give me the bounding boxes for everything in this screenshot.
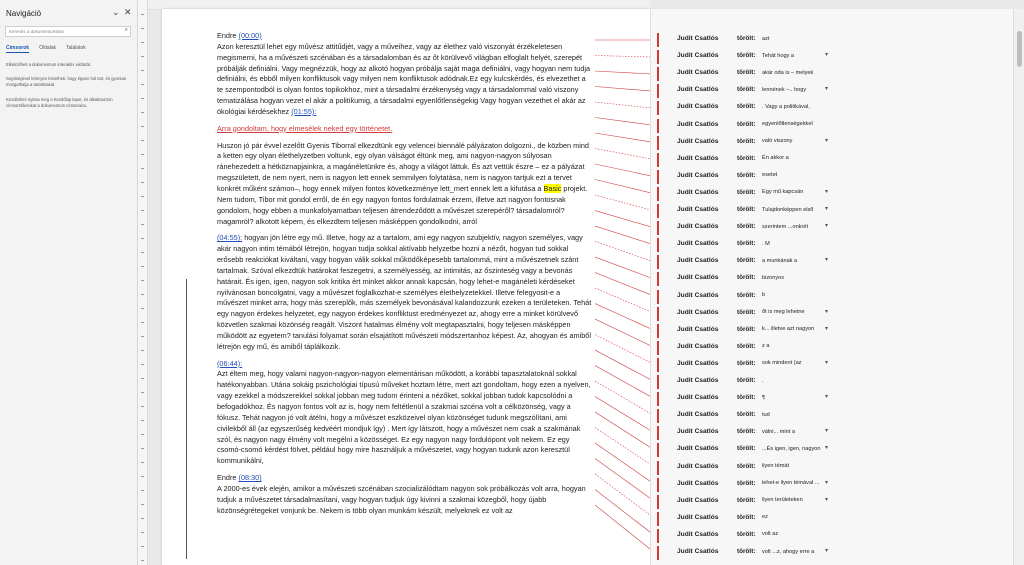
revision-author: Judit Csatlós	[677, 188, 719, 196]
tab-pages[interactable]: Oldalak	[39, 45, 57, 51]
ruler-tick	[141, 14, 144, 15]
timestamp-link[interactable]: (01:55):	[291, 106, 317, 116]
connector-line	[595, 87, 655, 92]
chevron-down-icon[interactable]: ⌄	[112, 7, 120, 17]
revision-balloon[interactable]	[651, 426, 1024, 442]
revision-bar	[657, 512, 659, 526]
revision-bar	[657, 529, 659, 543]
ruler-tick	[141, 126, 144, 127]
revision-type: törölt:	[737, 120, 756, 128]
revision-type: törölt:	[737, 342, 756, 350]
revision-text: őt is meg lehetne	[762, 309, 805, 316]
timestamp-link[interactable]: (00:00)	[238, 31, 262, 40]
revision-text: lehet-e ilyen témával ...	[762, 480, 820, 487]
connector-line	[595, 149, 655, 160]
ruler-tick	[141, 322, 144, 323]
revision-bar	[657, 101, 659, 115]
revision-text: Tulajdonképpen első	[762, 206, 814, 213]
search-icon[interactable]: ⌕	[124, 27, 128, 33]
revision-bar	[657, 290, 659, 304]
revision-author: Judit Csatlós	[677, 548, 719, 555]
revision-author: Judit Csatlós	[677, 52, 719, 60]
paragraph-3	[217, 141, 592, 228]
connector-line	[595, 195, 655, 211]
revision-text: k... illetve azt nagyon	[762, 326, 815, 333]
revision-author: Judit Csatlós	[677, 240, 719, 248]
paragraph-text: Azt éltem meg, hogy valami nagyon-nagyon-nagyon elementárisan működött, a korábbi tapasztalatoknál sokkal hatékonyabban. Utána sokáig pszichológiai típusú műveket hoztam létre, mert azt gondoltam, hogy ezen a nyelven, vagy ezekkel a módszerekkel sokkal jobban meg tudom érinteni a nézőket, sokkal jobban tudok kapcsolódni a befogadókhoz. És nagyon fontos volt az is, hogy nem feltétlenül a szakmai szcéna volt a célközönség, vagy a fókusz. Tehát nagyon jó volt átélni, hogy a művészet eszközeivel olyan közönséget tudunk megszólítani, ami civilekből áll (az egyszerűség kedvéért mondjuk így) . Mert így látszott, hogy a művészet nem csak a szakmának szól, és nagyon nagy élmény volt megélni a közösséget. Ez egy nagyon nagy fordulópont volt nekem. Ez egy csomó-csomó kérdést fölvet, például hogy mire használjuk a művészetet, vagy hogyan tudunk azon keresztül kommunikálni,	[217, 369, 591, 466]
connector-line	[595, 335, 655, 365]
revision-balloon[interactable]	[651, 50, 1024, 66]
vertical-ruler[interactable]	[138, 0, 148, 565]
chevron-down-icon[interactable]: ▾	[825, 308, 829, 315]
revision-bar	[657, 426, 659, 440]
scrollbar-thumb[interactable]	[1017, 31, 1022, 67]
revision-text: ilyen témát	[762, 463, 790, 469]
revision-author: Judit Csatlós	[677, 223, 719, 231]
chevron-down-icon[interactable]: ▾	[825, 479, 829, 486]
ruler-tick	[141, 294, 144, 295]
chevron-down-icon[interactable]: ▾	[825, 325, 829, 332]
revision-text: bizonyos	[762, 274, 785, 281]
connector-line	[595, 443, 655, 485]
ruler-tick	[141, 378, 144, 379]
ruler-tick	[141, 56, 144, 57]
connector-line	[595, 56, 655, 58]
ruler-tick	[141, 210, 144, 211]
document-body[interactable]	[217, 31, 592, 522]
revision-balloon[interactable]	[651, 307, 1024, 323]
revision-type: törölt:	[737, 479, 756, 487]
revision-bar	[657, 358, 659, 372]
ruler-tick	[141, 28, 144, 29]
revision-balloon[interactable]	[651, 443, 1024, 459]
revision-author: Judit Csatlós	[677, 103, 719, 111]
ruler-tick	[141, 84, 144, 85]
revision-bar	[657, 375, 659, 389]
revision-type: törölt:	[737, 359, 756, 367]
ruler-tick	[141, 154, 144, 155]
revision-balloon[interactable]	[651, 529, 1024, 545]
revision-balloon[interactable]	[651, 255, 1024, 271]
revision-bar	[657, 324, 659, 338]
vertical-scrollbar[interactable]	[1013, 9, 1024, 565]
revision-author: Judit Csatlós	[677, 86, 719, 94]
paragraph-text: projekt. Nem tudom, Tibor mit gondol erről, de én egy nagyon fontos fordulatnak érzem, illetve azt nagyon fontosnak gondolom, hogy ebben a munkafolyamatban teljesen átrendeződött a művészet szerepéről? társadalomról? magamról? alkotott képem, és elkezdtem teljesen másképpen gondolkodni, arról	[217, 183, 588, 226]
revision-type: törölt:	[737, 496, 756, 504]
revision-type: törölt:	[737, 154, 756, 162]
revision-balloon[interactable]	[651, 187, 1024, 203]
revision-text: akár oda is – melyek	[762, 69, 814, 76]
revision-author: Judit Csatlós	[677, 394, 719, 402]
paragraph-text: Azon keresztül lehet egy művész attitűdjét, vagy a műveihez, vagy az élethez való viszonyát érzékeletesen megismerni, ha a művészeti szcénában és a társadalomban és az őt körülvevő világban elfoglalt helyét, szerepét próbálják definiálni. Vagy megnézzük, hogy az alkotó hogyan próbálja saját maga definiálni, vagy hogyan nem tudja definiálni, és ebből milyen konfliktusok vagy milyen nem konfliktusok adódnak.Ez egy kulcskérdés, és elvezethet a te szempontodból is olyan fontos topikokhoz, mint a társadalmi érzékenység vagy a társadalommal való viszony tematizálása hogyan vezet el akár a politikumig, a társadalmi egyenlőtlenségekig Vagy hogyan vezethet el akár az ökológiai kérdésekhez	[217, 41, 591, 116]
ruler-tick	[141, 196, 144, 197]
revision-text: való viszony	[762, 138, 793, 145]
revision-balloon[interactable]	[651, 221, 1024, 237]
revision-text: sok mindent (az	[762, 360, 802, 367]
ruler-tick	[141, 224, 144, 225]
revision-balloon[interactable]	[651, 101, 1024, 117]
revision-author: Judit Csatlós	[677, 496, 719, 504]
revision-bar	[657, 170, 659, 184]
speaker-name: Endre	[217, 31, 237, 40]
markup-pane	[650, 9, 1024, 565]
revision-balloon[interactable]	[651, 238, 1024, 254]
revision-balloon[interactable]	[651, 375, 1024, 391]
paragraph-6	[217, 473, 592, 516]
navigation-pane	[0, 0, 138, 565]
revision-type: törölt:	[737, 445, 756, 453]
revision-author: Judit Csatlós	[677, 325, 719, 333]
paragraph-text: hogyan jön létre egy mű. Illetve, hogy az a tartalom, ami egy nagyon szubjektív, nagyon személyes, vagy akár nagyon intim témából létrejön, hogyan tudja sokkal aktívabb helyzetbe hozni a nézőt, hogyan tud sokkal erősebb reakciókat kiváltani, vagy hogyan válik sokkal működőképesebb tartalommá, mint a művészetnek szánt tartalmak. Szóval elkezdtük határokat feszegetni, a személyesség, az intimitás, az őszinteség vagy a bevonás határait. És igen, igen, nagyon sok kritika ért minket akkor annak kapcsán, hogy lehet-e magánéleti kérdéseket nyilvánosan boncolgatni, vagy a művészet foglalkozhat-e személyes élethelyzetekkel. Illetve felegyosit-e a művészet minket arra, hogy más szereplők, más személyek bevonásával kalandozzunk ezeken a területeken. Tehát egy nagyon érdekes helyzetet, egy nagyon érdekes konfliktust eredményezet az, ahogy erre a minket körülvevő közvetlen szakmai közönség reagált. Viszont hatalmas élmény volt megtapasztalni, hogy teljesen másképpen működött az egyetem? tanulási folyamat során elsajátított művészeti módszertanhoz képest. Az, ahogyan és amiből létrejön egy mű, és amiből táplálkozik.	[217, 233, 592, 351]
ruler-tick	[141, 434, 144, 435]
chevron-down-icon[interactable]: ▾	[825, 548, 829, 554]
speaker-name: Endre	[217, 473, 237, 483]
revision-type: törölt:	[737, 394, 756, 402]
chevron-down-icon[interactable]: ▾	[825, 445, 829, 452]
revision-balloon[interactable]	[651, 461, 1024, 477]
revision-author: Judit Csatlós	[677, 445, 719, 453]
revision-text: azt	[762, 35, 770, 42]
connector-line	[595, 459, 655, 502]
timestamp-link[interactable]: (04:55):	[217, 233, 243, 243]
revision-text: ez	[762, 514, 768, 521]
revision-author: Judit Csatlós	[677, 206, 719, 213]
revision-type: törölt:	[737, 308, 756, 316]
revision-author: Judit Csatlós	[677, 257, 719, 265]
nav-note-1: Elkészítheti a dokumentum interaktív vázlatát.	[6, 62, 92, 67]
revision-balloon[interactable]	[651, 204, 1024, 220]
revision-bar	[657, 33, 659, 47]
revision-type: törölt:	[737, 188, 756, 196]
connector-line	[595, 102, 655, 108]
ruler-tick	[141, 266, 144, 267]
revision-balloon[interactable]	[651, 341, 1024, 357]
revision-bar	[657, 495, 659, 509]
revision-bar	[657, 84, 659, 98]
nav-note-2: Segítségével könnyen követheti, hogy éppen hol tart, és gyorsan mozgathatja a tartalmakat.	[6, 76, 127, 87]
revision-bar	[657, 187, 659, 201]
revision-balloon[interactable]	[651, 33, 1024, 49]
revision-bar	[657, 461, 659, 475]
paragraph-text: Huszon jó pár évvel ezelőtt Gyenis Tiborral elkezdtünk egy velencei biennálé pályázaton dolgozni., de közben mind a ketten egy olyan élethelyzetben voltunk, egy olyan válságot éltünk meg, ami nagyon-nagyon súlyosan ránehezedett a hétköznapjainkra, a magánéletünkre és, ahogy a világot láttuk. És azt vettük észre – ez a pályázat megszületett, de nem nyert, nem is nagyon lett ennek semmilyen folytatása, nem is nagyon tartjuk ezt a tervet konkrét műként számon–, hogy ennek milyen fontos következménye lett_mert ennek lett a kifutása a	[217, 140, 589, 193]
navigation-tabs	[6, 45, 86, 53]
connector-line	[595, 118, 655, 126]
chevron-down-icon[interactable]: ▾	[825, 394, 829, 401]
revision-balloon[interactable]	[651, 392, 1024, 408]
revision-author: Judit Csatlós	[677, 120, 719, 128]
revision-balloon[interactable]	[651, 153, 1024, 169]
connector-line	[595, 381, 655, 416]
revision-author: Judit Csatlós	[677, 171, 719, 179]
revision-author: Judit Csatlós	[677, 274, 719, 282]
ruler-tick	[141, 560, 144, 561]
revision-author: Judit Csatlós	[677, 411, 719, 419]
revision-type: törölt:	[737, 137, 756, 145]
revision-balloon[interactable]	[651, 358, 1024, 374]
ruler-tick	[141, 420, 144, 421]
revision-bar	[657, 255, 659, 269]
chevron-down-icon[interactable]: ▾	[825, 257, 829, 264]
revision-type: törölt:	[737, 240, 756, 248]
revision-type: törölt:	[737, 52, 756, 60]
revision-bar	[657, 221, 659, 235]
revision-bar	[657, 272, 659, 286]
paragraph-2	[217, 124, 592, 135]
ruler-tick	[141, 364, 144, 365]
revision-balloon[interactable]	[651, 170, 1024, 186]
revision-bar	[657, 119, 659, 133]
revision-text: . Vagy a politikával,	[762, 103, 810, 110]
chevron-down-icon[interactable]: ▾	[825, 137, 829, 144]
paragraph-text: A 2000-es évek elején, amikor a művészeti szcénában szocializálódtam nagyon sok próbálkozás volt arra, hogyan tudjuk a művészetet társadalmasítani, vagy hogyan tudjuk úgy kivinni a szakmai közegből, hogy újabb közönségrétegeket vonjunk be. Nekem is több olyan munkám készült, melyeknek ez volt az	[217, 483, 586, 515]
ruler-tick	[141, 112, 144, 113]
revision-type: törölt:	[737, 223, 756, 231]
revision-bar	[657, 341, 659, 355]
revision-text: z a	[762, 343, 770, 350]
revision-bar	[657, 443, 659, 457]
connector-line	[595, 226, 655, 245]
revision-author: Judit Csatlós	[677, 479, 719, 487]
chevron-down-icon[interactable]: ▾	[825, 223, 829, 230]
revision-type: törölt:	[737, 377, 756, 384]
revision-balloon[interactable]	[651, 67, 1024, 83]
chevron-down-icon[interactable]: ▾	[825, 206, 829, 212]
revision-author: Judit Csatlós	[677, 462, 719, 470]
revision-author: Judit Csatlós	[677, 308, 719, 316]
connector-line	[595, 350, 655, 382]
revision-bar	[657, 238, 659, 252]
connector-line	[595, 242, 655, 263]
revision-text: esetet	[762, 172, 778, 179]
revision-author: Judit Csatlós	[677, 35, 719, 42]
revision-text: Egy mű kapcsán	[762, 189, 804, 196]
revision-text: tud	[762, 411, 770, 418]
ruler-tick	[141, 532, 144, 533]
ruler-tick	[141, 392, 144, 393]
revision-text: szerintem ...onkrét	[762, 223, 809, 230]
revision-type: törölt:	[737, 548, 756, 555]
revision-author: Judit Csatlós	[677, 291, 719, 299]
document-page[interactable]	[162, 9, 650, 565]
chevron-down-icon[interactable]: ▾	[825, 188, 829, 195]
revision-author: Judit Csatlós	[677, 342, 719, 350]
ruler-tick	[141, 546, 144, 547]
revision-type: törölt:	[737, 257, 756, 265]
revision-text: volt ...z, ahogy erre a	[762, 548, 815, 555]
chevron-down-icon[interactable]: ▾	[825, 86, 829, 93]
revision-type: törölt:	[737, 274, 756, 282]
ruler-tick	[141, 140, 144, 141]
revision-bar	[657, 153, 659, 167]
ruler-tick	[141, 350, 144, 351]
revision-type: törölt:	[737, 35, 756, 42]
revision-bar	[657, 478, 659, 492]
ruler-tick	[141, 308, 144, 309]
revision-author: Judit Csatlós	[677, 137, 719, 145]
revision-type: törölt:	[737, 530, 756, 538]
connector-line	[595, 304, 655, 331]
revision-text: volt az	[762, 531, 779, 538]
nav-note-3: Kezdéshez nyissa meg a Kezdőlap lapot, és alkalmazzon címsorstílusokat a dokumentum címsoraira.	[6, 97, 113, 108]
chevron-down-icon[interactable]: ▾	[825, 52, 829, 59]
connector-line	[595, 133, 655, 143]
revision-text: .	[762, 377, 764, 384]
revision-type: törölt:	[737, 171, 756, 179]
connector-line	[595, 288, 655, 314]
ruler-tick	[141, 70, 144, 71]
revision-text: a munkának a	[762, 257, 798, 264]
revision-author: Judit Csatlós	[677, 513, 719, 521]
revision-balloon[interactable]	[651, 136, 1024, 152]
revision-text: válni... mint a	[762, 428, 795, 435]
ruler-tick	[141, 518, 144, 519]
ruler-tick	[141, 462, 144, 463]
revision-type: törölt:	[737, 462, 756, 470]
revision-text: Tehát hogy a	[762, 52, 795, 59]
revision-bar	[657, 204, 659, 218]
revision-type: törölt:	[737, 411, 756, 419]
revision-author: Judit Csatlós	[677, 359, 719, 367]
chevron-down-icon[interactable]: ▾	[825, 496, 829, 503]
ruler-tick	[141, 336, 144, 337]
revision-balloon[interactable]	[651, 324, 1024, 340]
revision-type: törölt:	[737, 86, 756, 94]
connector-line	[595, 319, 655, 348]
connector-line	[595, 164, 655, 177]
ruler-tick	[141, 98, 144, 99]
ruler-tick	[141, 490, 144, 491]
chevron-down-icon[interactable]: ▾	[825, 359, 829, 366]
search-input[interactable]	[5, 26, 131, 37]
navigation-title: Navigáció	[6, 9, 42, 18]
revision-type: törölt:	[737, 428, 756, 436]
revision-balloon[interactable]	[651, 119, 1024, 135]
connector-line	[595, 71, 655, 74]
revision-balloon[interactable]	[651, 272, 1024, 288]
ruler-tick	[141, 504, 144, 505]
revision-balloon[interactable]	[651, 512, 1024, 528]
revision-bar	[657, 546, 659, 560]
timestamp-link[interactable]: (08:30)	[238, 473, 262, 483]
revision-bar	[657, 409, 659, 423]
revision-balloon[interactable]	[651, 290, 1024, 306]
tab-results[interactable]: Találatok	[66, 45, 86, 51]
revision-type: törölt:	[737, 206, 756, 213]
search-placeholder: Keresés a dokumentumban	[9, 29, 65, 34]
revision-type: törölt:	[737, 69, 756, 77]
revision-bar	[657, 307, 659, 321]
revision-balloon[interactable]	[651, 478, 1024, 494]
ruler-tick	[141, 476, 144, 477]
revision-text: ...És igen, igen, nagyon	[762, 445, 821, 452]
tab-headings[interactable]: Címsorok	[6, 45, 30, 51]
close-icon[interactable]: ✕	[124, 7, 132, 17]
paragraph-1	[217, 31, 592, 118]
revision-text: b	[762, 292, 766, 298]
connector-line	[595, 428, 655, 468]
tracked-insertion: Arra gondoltam, hogy elmesélek neked egy történetet.	[217, 123, 393, 133]
revision-balloon[interactable]	[651, 84, 1024, 100]
revision-bar	[657, 136, 659, 150]
revision-author: Judit Csatlós	[677, 530, 719, 538]
revision-text: ilyen területeken	[762, 497, 803, 504]
revision-type: törölt:	[737, 103, 756, 111]
revision-author: Judit Csatlós	[677, 377, 719, 384]
revision-author: Judit Csatlós	[677, 428, 719, 436]
paragraph-5	[217, 359, 592, 467]
chevron-down-icon[interactable]: ▾	[825, 428, 829, 435]
revision-text: ¶	[762, 394, 766, 401]
revision-balloon[interactable]	[651, 495, 1024, 511]
change-bar	[186, 279, 187, 559]
revision-author: Judit Csatlós	[677, 154, 719, 162]
ruler-tick	[141, 406, 144, 407]
paragraph-4	[217, 233, 592, 352]
ruler-tick	[141, 42, 144, 43]
connector-line	[595, 211, 655, 229]
ruler-tick	[141, 182, 144, 183]
ruler-tick	[141, 252, 144, 253]
ruler-tick	[141, 168, 144, 169]
revision-text: egyenlőtlenségekkel	[762, 121, 813, 127]
ruler-tick	[141, 280, 144, 281]
connector-line	[595, 366, 655, 400]
revision-balloon[interactable]	[651, 546, 1024, 562]
ruler-tick	[141, 448, 144, 449]
revision-bar	[657, 392, 659, 406]
timestamp-link[interactable]: (06:44):	[217, 358, 243, 368]
connector-line	[595, 412, 655, 450]
revision-type: törölt:	[737, 325, 756, 333]
revision-bar	[657, 50, 659, 64]
revision-type: törölt:	[737, 291, 756, 299]
revision-type: törölt:	[737, 513, 756, 521]
ruler-tick	[141, 238, 144, 239]
highlighted-text: Basic	[543, 183, 562, 193]
revision-balloon[interactable]	[651, 409, 1024, 425]
revision-text: Én akkor a	[762, 155, 789, 162]
connector-line	[595, 397, 655, 434]
revision-author: Judit Csatlós	[677, 69, 719, 77]
connector-line	[595, 180, 655, 194]
revision-text: lennének –.. hogy	[762, 86, 807, 93]
revision-text: . M	[762, 240, 770, 247]
revision-bar	[657, 67, 659, 81]
markup-connector-lines	[595, 0, 655, 565]
